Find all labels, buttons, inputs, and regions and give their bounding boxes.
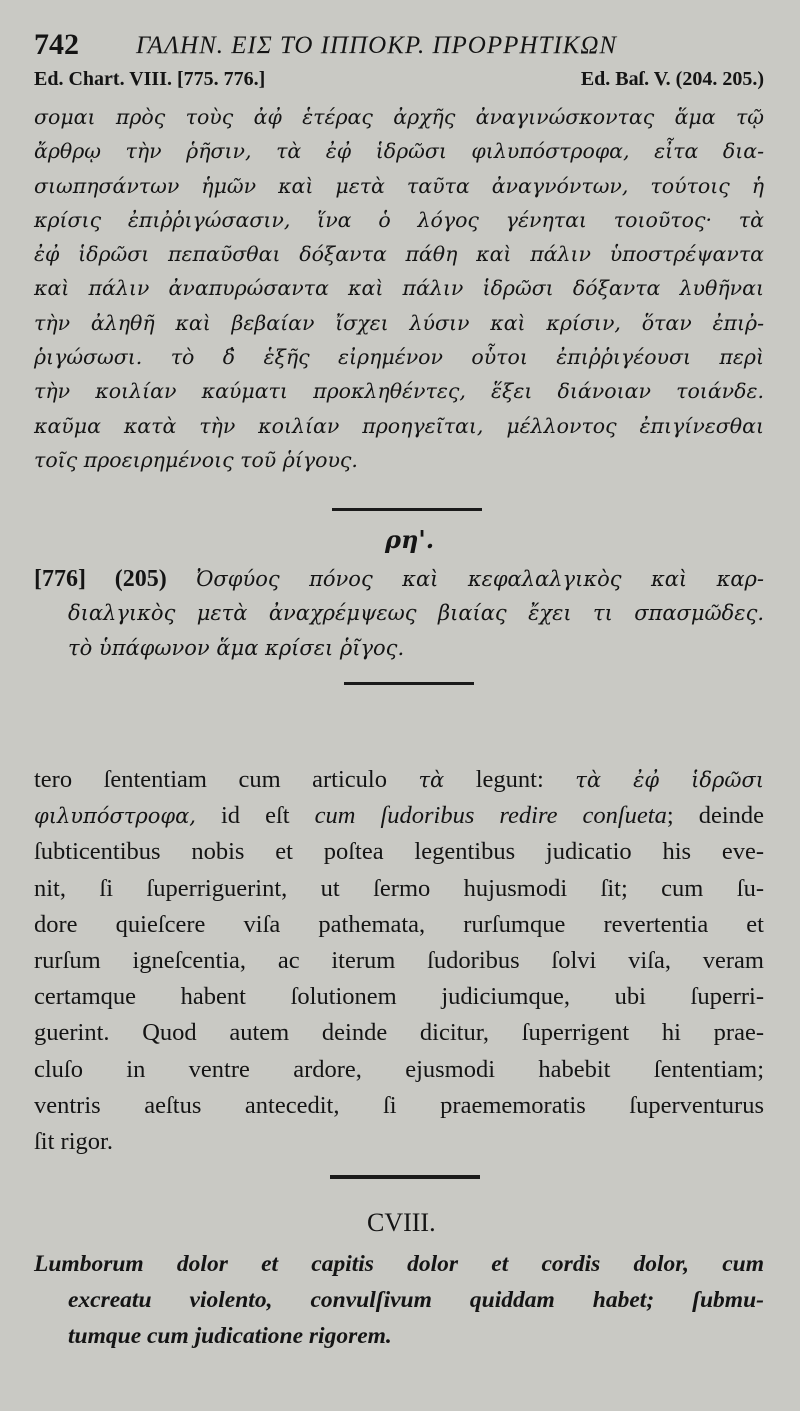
text-line: ventris aeſtus antecedit, ſi praememoratis ſuperventurus: [34, 1091, 764, 1119]
text-line: τὴν ἀληθῆ καὶ βεβαίαν ἴσχει λύσιν καὶ κρίσιν, ὅταν ἐπιῤ-: [34, 310, 764, 335]
text-line: rurſum igneſcentia, ac iterum ſudoribus ſolvi viſa, veram: [34, 947, 764, 975]
text-line: σομαι πρὸς τοὺς ἀφ̓ ἑτέρας ἀρχῆς ἀναγινώσκοντας ἅμα τῷ: [34, 105, 764, 129]
greek-segment: τὰ: [418, 768, 445, 792]
text-line: ἄρθρῳ τὴν ῥῆσιν, τὰ ἐφ̓ ἱδρῶσι φιλυπόστροφα, εἶτα δια-: [34, 139, 764, 164]
greek-segment: φιλυπόστροφα,: [34, 804, 196, 829]
text-line: [34, 762, 764, 798]
text-line: certamque habent ſolutionem judiciumque, ubi ſuperri-: [34, 983, 764, 1011]
edition-basel-ref: Ed. Baſ. V. (204. 205.): [580, 68, 764, 90]
text-line: [34, 562, 764, 596]
text-line: tumque cum judicatione rigorem.: [68, 1323, 392, 1350]
section-divider: [332, 508, 482, 511]
text-line: τὸ ὑπάφωνον ἅμα κρίσει ῥῖγος.: [68, 635, 405, 660]
edition-chartier-ref: Ed. Chart. VIII. [775. 776.]: [34, 68, 266, 90]
text-segment: ; deinde: [666, 802, 764, 830]
reference-numbers: [776] (205): [34, 566, 167, 592]
text-line: excreatu violento, convulſivum quiddam habet; ſubmu-: [68, 1287, 764, 1314]
italic-segment: cum ſudoribus redire conſueta: [314, 802, 667, 830]
text-segment: tero ſententiam cum articulo: [34, 766, 387, 793]
text-line: κρίσις ἐπιῤῥιγώσασιν, ἵνα ὁ λόγος γένηται τοιοῦτος· τὰ: [34, 207, 764, 232]
text-line: σιωπησάντων ἡμῶν καὶ μετὰ ταῦτα ἀναγνόντων, τούτοις ἡ: [34, 173, 764, 198]
greek-section-number: ρη'.: [385, 525, 435, 554]
text-line: τὴν κοιλίαν καύματι προκληθέντες, ἕξει διάνοιαν τοιάνδε.: [34, 379, 764, 404]
text-line: ſubticentibus nobis et poſtea legentibus judicatio his eve-: [34, 838, 764, 866]
text-line: διαλγικὸς μετὰ ἀναχρέμψεως βιαίας ἔχει τι σπασμῶδες.: [68, 601, 764, 626]
running-title: ΓΑΛΗΝ. ΕΙΣ ΤΟ ΙΠΠΟΚΡ. ΠΡΟΡΡΗΤΙΚΩΝ: [136, 32, 618, 59]
latin-aphorism-text: [34, 1246, 764, 1355]
edition-references: [34, 68, 764, 98]
latin-section-number: CVIII.: [367, 1208, 436, 1237]
greek-commentary-text: [34, 100, 764, 477]
text-line: καὶ πάλιν ἀναπυρώσαντα καὶ πάλιν ἱδρῶσι δόξαντα λυθῆναι: [34, 276, 764, 301]
text-line: Lumborum dolor et capitis dolor et cordis dolor, cum: [34, 1251, 764, 1277]
text-line: ῥιγώσωσι. τὸ δ̓ ἑξῆς εἰρημένον οὗτοι ἐπιῤῥιγέουσι περὶ: [34, 345, 764, 370]
text-line: ſit rigor.: [34, 1128, 113, 1156]
aphorism-line: Ὀσφύος πόνος καὶ κεφαλαλγικὸς καὶ καρ-: [196, 567, 764, 591]
section-divider: [344, 682, 474, 685]
section-divider: [330, 1175, 480, 1179]
page-header: [34, 26, 774, 66]
page-number: 742: [34, 28, 79, 61]
greek-aphorism-text: [34, 562, 764, 665]
text-line: ἐφ̓ ἱδρῶσι πεπαῦσθαι δόξαντα πάθη καὶ πάλιν ὑποστρέψαντα: [34, 242, 764, 267]
text-line: τοῖς προειρημένοις τοῦ ῥίγους.: [34, 447, 358, 472]
text-segment: legunt:: [475, 766, 544, 793]
latin-translation-text: [34, 762, 764, 1160]
greek-segment: τὰ ἐφ̓ ἱδρῶσι: [575, 768, 765, 792]
text-line: καῦμα κατὰ τὴν κοιλίαν προηγεῖται, μέλλοντος ἐπιγίνεσθαι: [34, 413, 764, 438]
text-line: guerint. Quod autem deinde dicitur, ſuperrigent hi prae-: [34, 1019, 764, 1047]
text-line: nit, ſi ſuperriguerint, ut ſermo hujusmodi ſit; cum ſu-: [34, 874, 764, 902]
text-line: cluſo in ventre ardore, ejusmodi habebit ſententiam;: [34, 1055, 764, 1083]
text-segment: id eſt: [221, 802, 290, 830]
text-line: [34, 798, 764, 834]
text-line: dore quieſcere viſa pathemata, rurſumque revertentia et: [34, 910, 764, 938]
